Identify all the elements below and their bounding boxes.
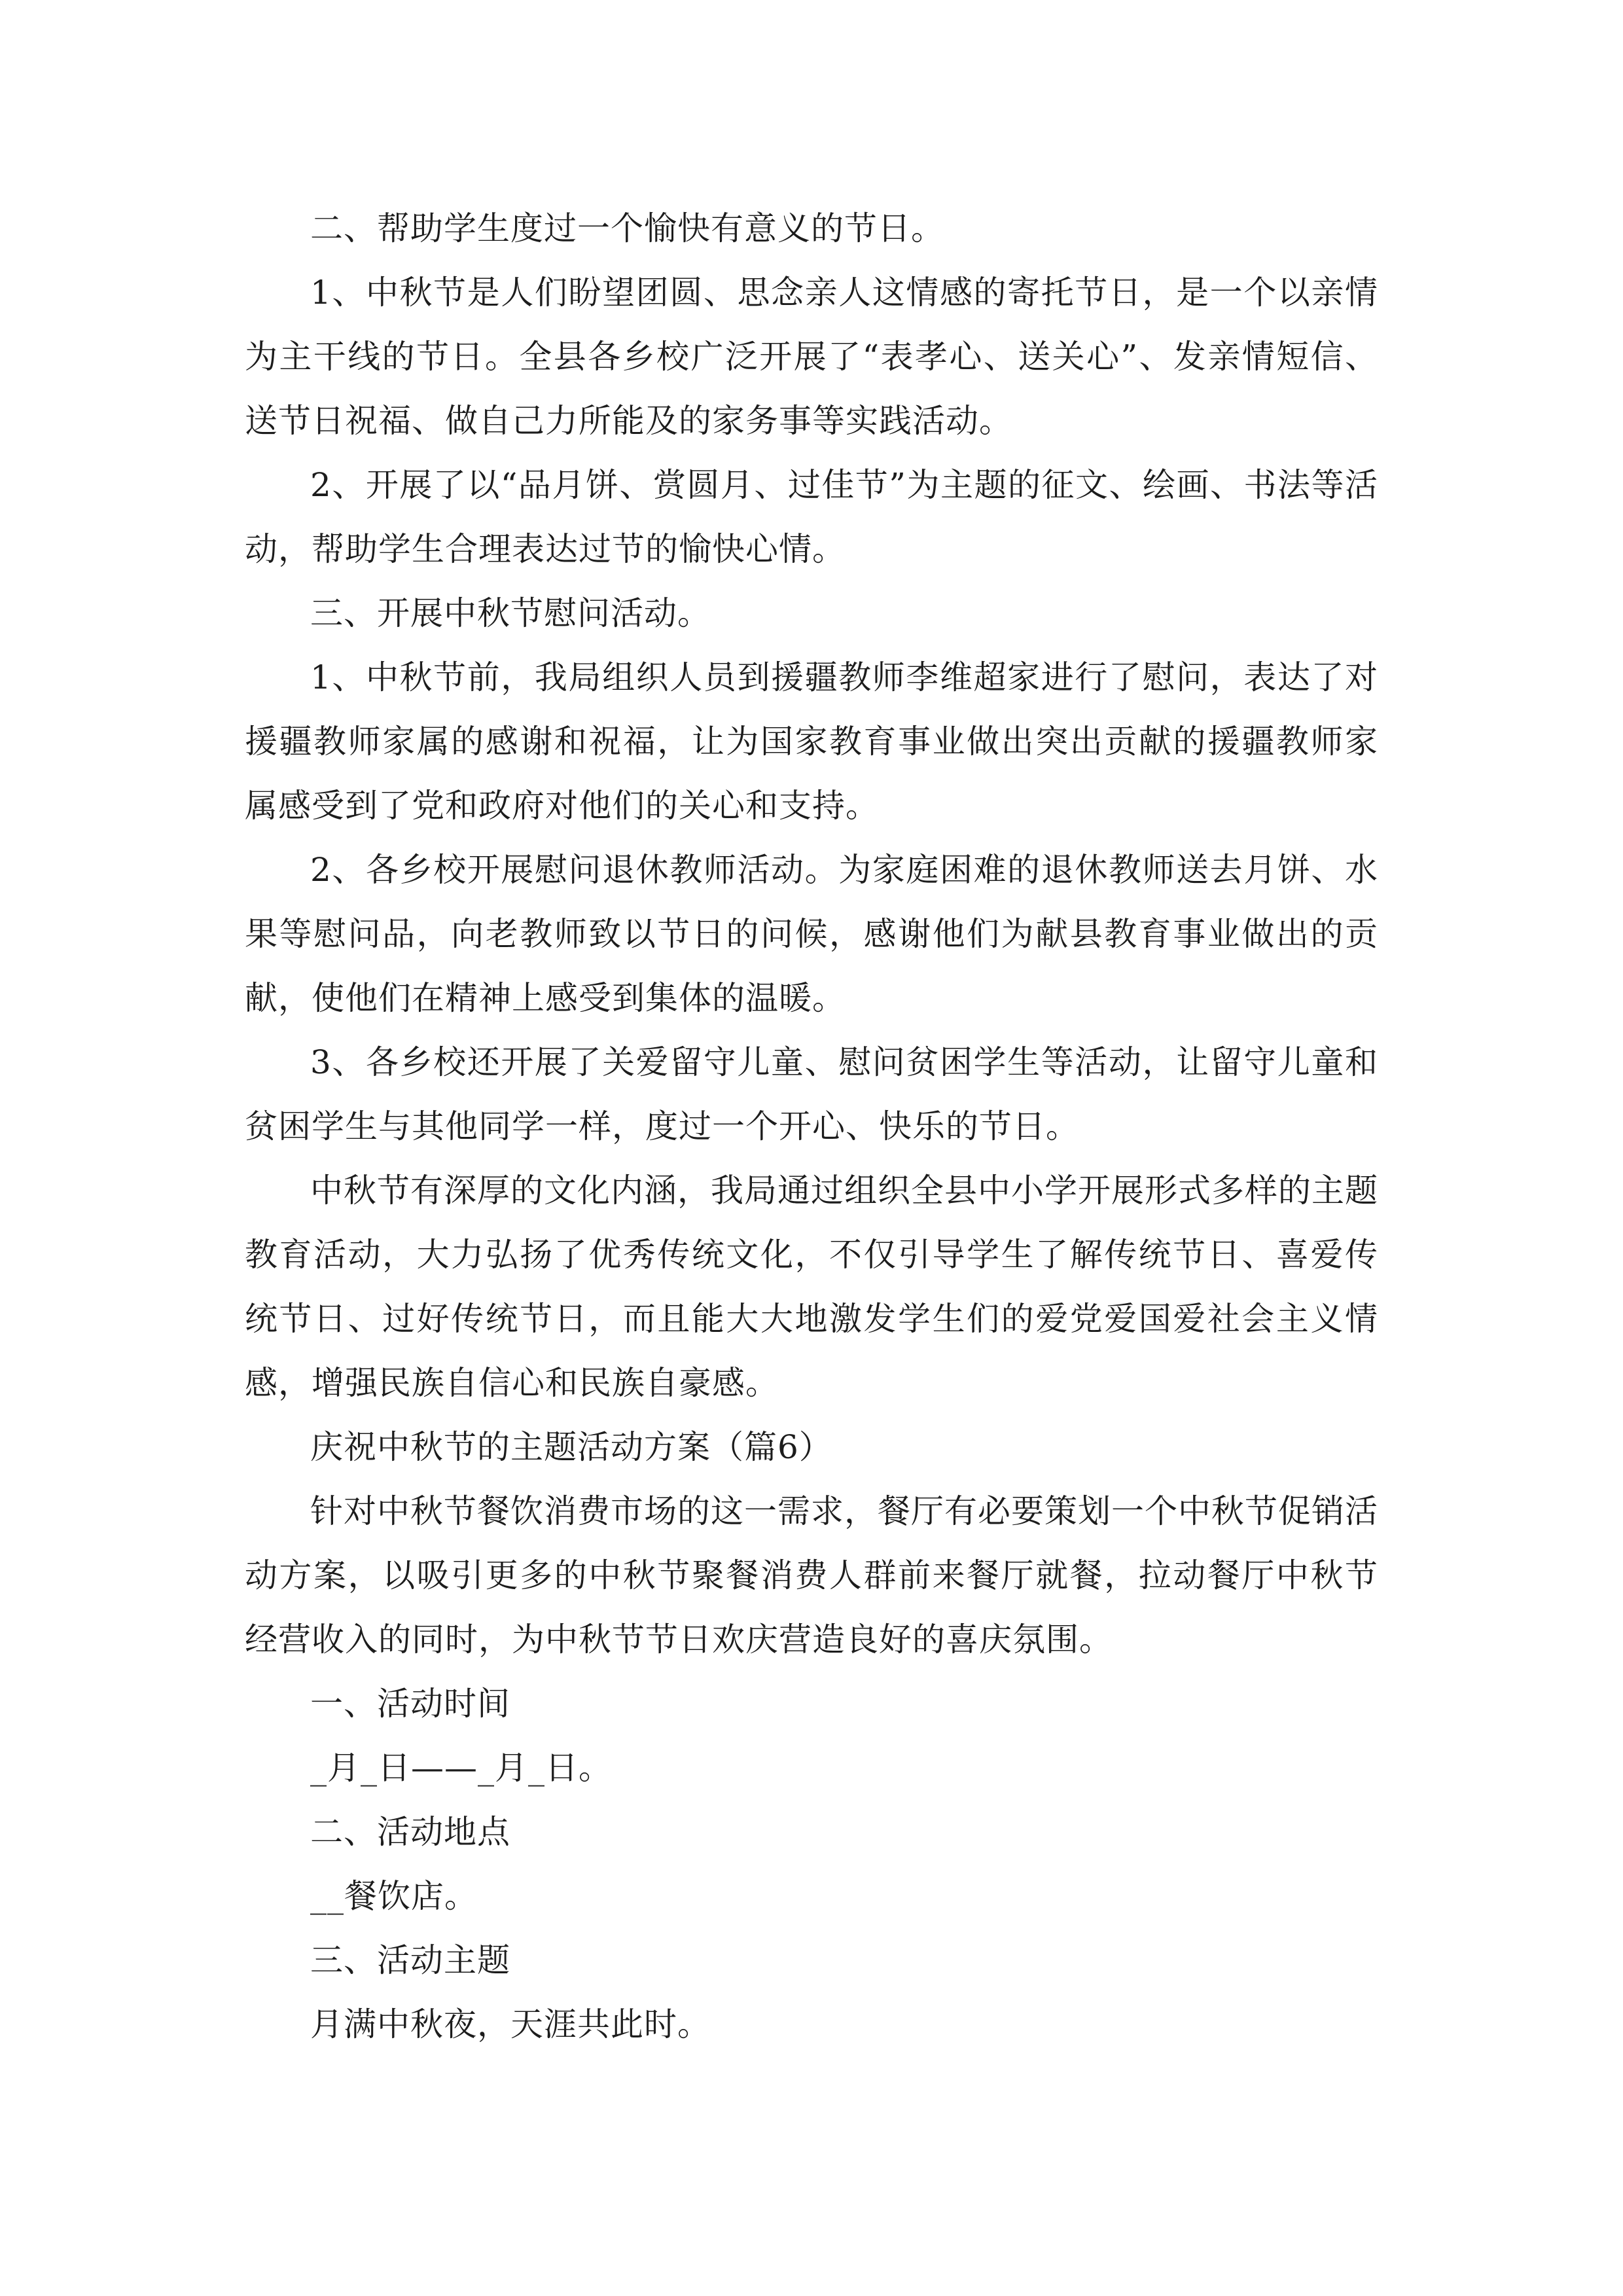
paragraph-item-2: 2、开展了以“品月饼、赏圆月、过佳节”为主题的征文、绘画、书法等活动，帮助学生合理表达过节的愉快心情。 — [245, 466, 1378, 568]
plan-title: 庆祝中秋节的主题活动方案（篇6） — [310, 1428, 832, 1466]
paragraph-visit-item-3: 3、各乡校还开展了关爱留守儿童、慰问贫困学生等活动，让留守儿童和贫困学生与其他同学一样，度过一个开心、快乐的节日。 — [245, 1043, 1378, 1145]
heading-activity-time: 一、活动时间 — [310, 1685, 510, 1723]
activity-location-value: __餐饮店。 — [310, 1877, 478, 1915]
paragraph-item-1: 1、中秋节是人们盼望团圆、思念亲人这情感的寄托节日，是一个以亲情为主干线的节日。全县各乡校广泛开展了“表孝心、送关心”、发亲情短信、送节日祝福、做自己力所能及的家务事等实践活动。 — [245, 274, 1378, 440]
heading-activity-location: 二、活动地点 — [310, 1813, 510, 1851]
paragraph-section-heading-2: 二、帮助学生度过一个愉快有意义的节日。 — [310, 209, 944, 247]
paragraph-visit-item-2: 2、各乡校开展慰问退休教师活动。为家庭困难的退休教师送去月饼、水果等慰问品，向老教师致以节日的问候，感谢他们为献县教育事业做出的贡献，使他们在精神上感受到集体的温暖。 — [245, 851, 1378, 1017]
paragraph-summary: 中秋节有深厚的文化内涵，我局通过组织全县中小学开展形式多样的主题教育活动，大力弘扬了优秀传统文化，不仅引导学生了解传统节日、喜爱传统节日、过好传统节日，而且能大大地激发学生们的爱党爱国爱社会主义情感，增强民族自信心和民族自豪感。 — [245, 1172, 1378, 1402]
heading-activity-theme: 三、活动主题 — [310, 1941, 510, 1979]
activity-theme-value: 月满中秋夜，天涯共此时。 — [310, 2005, 711, 2043]
document-body — [245, 196, 1378, 2056]
paragraph-section-heading-3: 三、开展中秋节慰问活动。 — [310, 594, 711, 632]
paragraph-visit-item-1: 1、中秋节前，我局组织人员到援疆教师李维超家进行了慰问，表达了对援疆教师家属的感谢和祝福，让为国家教育事业做出突出贡献的援疆教师家属感受到了党和政府对他们的关心和支持。 — [245, 658, 1378, 825]
activity-time-value: _月_日——_月_日。 — [310, 1749, 612, 1787]
paragraph-plan-intro: 针对中秋节餐饮消费市场的这一需求，餐厅有必要策划一个中秋节促销活动方案，以吸引更多的中秋节聚餐消费人群前来餐厅就餐，拉动餐厅中秋节经营收入的同时，为中秋节节日欢庆营造良好的喜庆氛围。 — [245, 1492, 1378, 1659]
